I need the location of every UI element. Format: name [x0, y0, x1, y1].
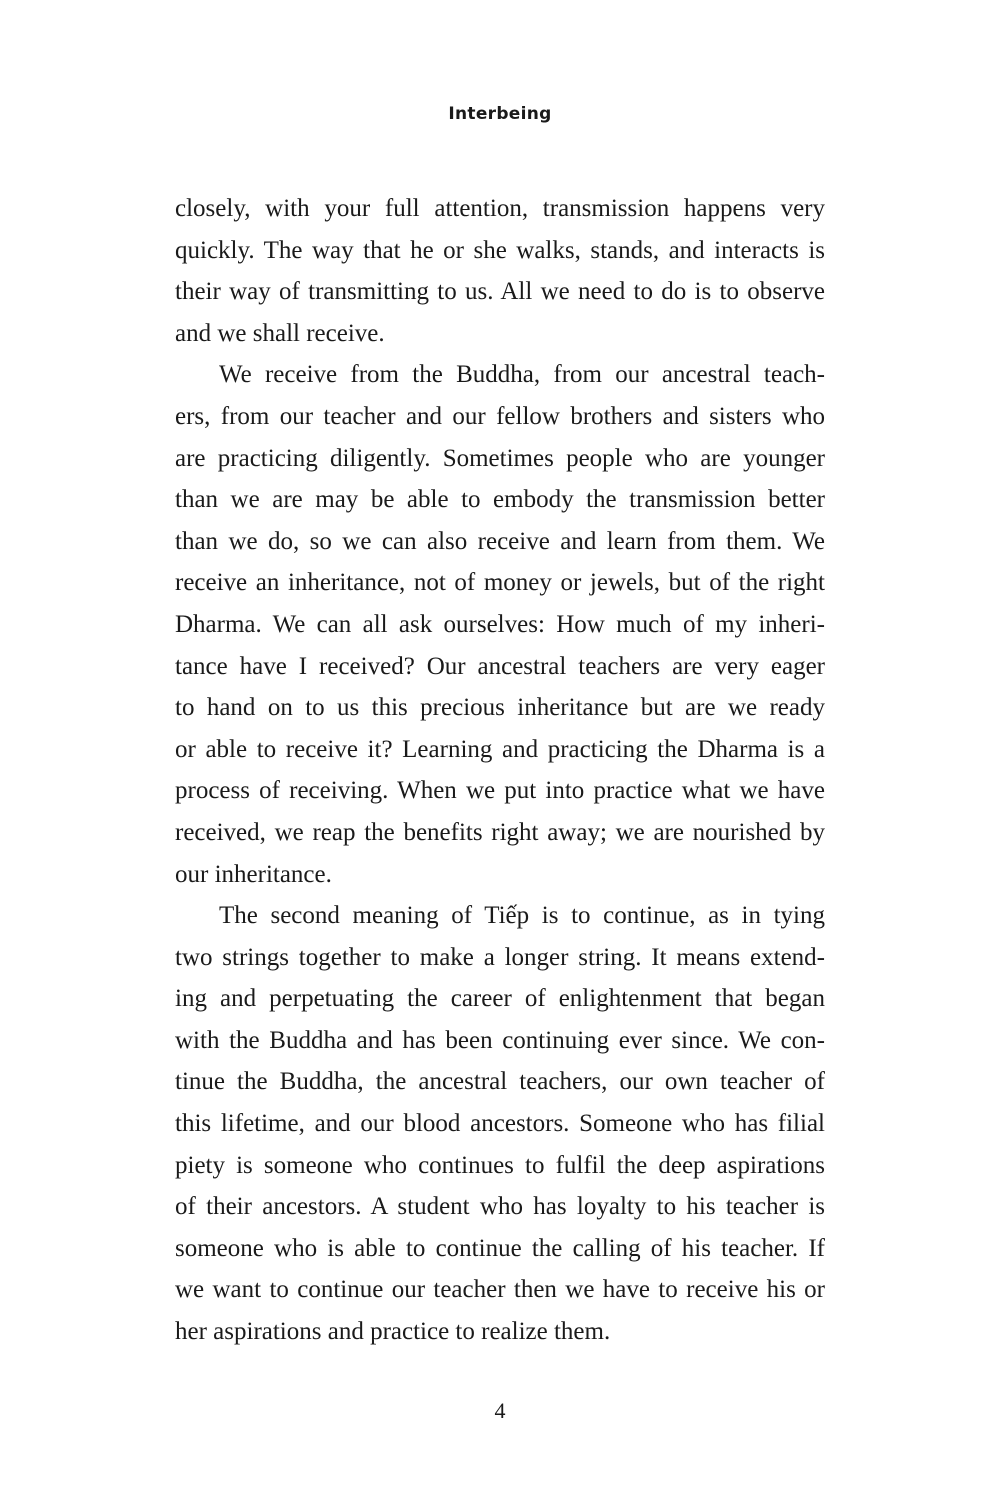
paragraph [175, 354, 825, 895]
text-line: than we are may be able to embody the transmission better [175, 486, 825, 514]
page-number: 4 [494, 1398, 506, 1423]
text-line: Dharma. We can all ask ourselves: How much of my inheri- [175, 610, 825, 638]
text-line: to hand on to us this precious inheritance but are we ready [175, 694, 825, 722]
text-line: or able to receive it? Learning and practicing the Dharma is a [175, 735, 825, 763]
text-line: ing and perpetuating the career of enlightenment that began [175, 985, 825, 1013]
text-line: The second meaning of Tiếp is to continue, as in tying [219, 902, 825, 930]
text-line: tinue the Buddha, the ancestral teachers, our own teacher of [175, 1068, 825, 1096]
text-line: their way of transmitting to us. All we need to do is to observe [175, 278, 825, 306]
text-line: than we do, so we can also receive and learn from them. We [175, 527, 825, 555]
text-line: this lifetime, and our blood ancestors. Someone who has filial [175, 1110, 825, 1138]
text-line: are practicing diligently. Sometimes people who are younger [175, 444, 825, 472]
body-text [175, 188, 825, 1353]
text-line: received, we reap the benefits right away; we are nourished by [175, 818, 825, 846]
text-line: receive an inheritance, not of money or jewels, but of the right [175, 569, 825, 597]
running-head: Interbeing [448, 104, 552, 124]
paragraph [175, 895, 825, 1353]
text-line: of their ancestors. A student who has loyalty to his teacher is [175, 1193, 825, 1221]
paragraph [175, 188, 825, 354]
text-line: closely, with your full attention, transmission happens very [175, 195, 825, 222]
text-line: We receive from the Buddha, from our ancestral teach- [219, 361, 825, 389]
text-line: someone who is able to continue the calling of his teacher. If [175, 1234, 825, 1262]
text-line: two strings together to make a longer string. It means extend- [175, 943, 825, 971]
text-line: piety is someone who continues to fulfil the deep aspirations [175, 1151, 825, 1179]
text-line: tance have I received? Our ancestral teachers are very eager [175, 652, 825, 680]
text-line: process of receiving. When we put into practice what we have [175, 777, 825, 805]
text-line: ers, from our teacher and our fellow brothers and sisters who [175, 402, 825, 430]
text-line: quickly. The way that he or she walks, stands, and interacts is [175, 236, 825, 264]
text-line: with the Buddha and has been continuing ever since. We con- [175, 1026, 825, 1054]
text-line: our inheritance. [175, 860, 332, 888]
text-line: and we shall receive. [175, 319, 385, 347]
text-line: we want to continue our teacher then we have to receive his or [175, 1276, 825, 1304]
text-line: her aspirations and practice to realize them. [175, 1318, 611, 1346]
